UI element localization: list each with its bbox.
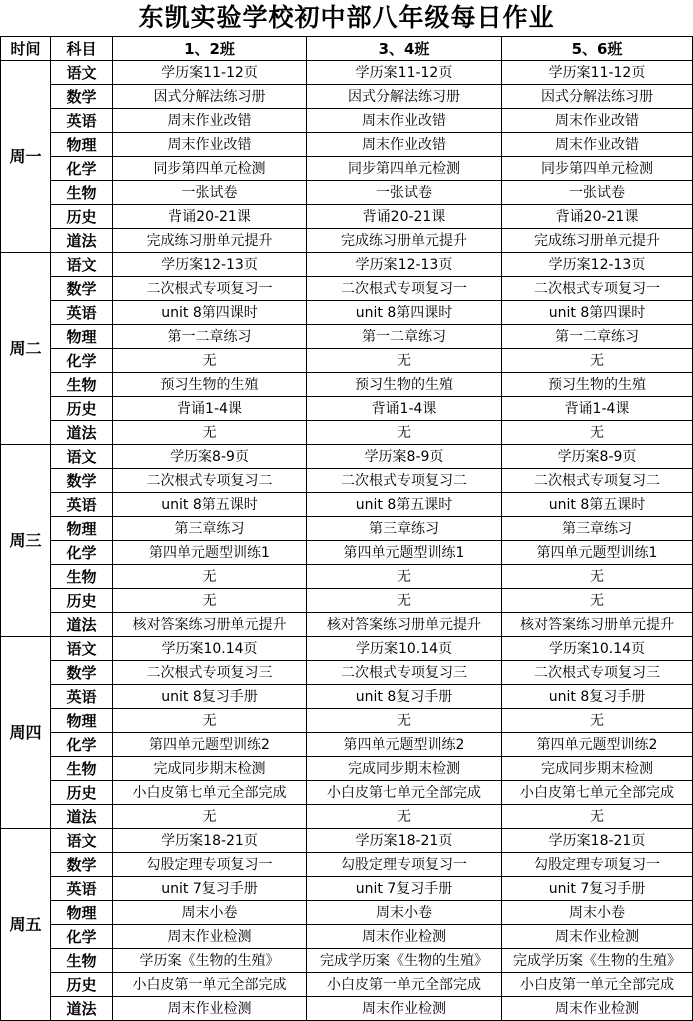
subject-cell: 道法 <box>51 229 113 253</box>
subject-cell: 历史 <box>51 973 113 997</box>
assignment-cell-3-4: 二次根式专项复习二 <box>307 469 502 493</box>
assignment-cell-5-6: 二次根式专项复习一 <box>502 277 693 301</box>
page-title: 东凯实验学校初中部八年级每日作业 <box>138 3 555 32</box>
assignment-cell-5-6: 学历案11-12页 <box>502 61 693 85</box>
subject-cell: 物理 <box>51 325 113 349</box>
assignment-cell-1-2: 无 <box>113 349 307 373</box>
homework-table <box>0 36 693 1021</box>
assignment-cell-1-2: 完成同步期末检测 <box>113 757 307 781</box>
assignment-cell-3-4: 周末作业检测 <box>307 997 502 1021</box>
assignment-cell-3-4: 无 <box>307 805 502 829</box>
assignment-cell-3-4: 周末作业检测 <box>307 925 502 949</box>
assignment-cell-1-2: 核对答案练习册单元提升 <box>113 613 307 637</box>
table-row <box>1 493 693 517</box>
subject-cell: 生物 <box>51 373 113 397</box>
assignment-cell-1-2: 第三章练习 <box>113 517 307 541</box>
assignment-cell-1-2: 无 <box>113 589 307 613</box>
subject-cell: 数学 <box>51 85 113 109</box>
subject-cell: 生物 <box>51 757 113 781</box>
assignment-cell-5-6: 无 <box>502 421 693 445</box>
assignment-cell-1-2: unit 8复习手册 <box>113 685 307 709</box>
table-row <box>1 157 693 181</box>
assignment-cell-1-2: 二次根式专项复习二 <box>113 469 307 493</box>
subject-cell: 物理 <box>51 901 113 925</box>
subject-cell: 物理 <box>51 517 113 541</box>
assignment-cell-1-2: 学历案10.14页 <box>113 637 307 661</box>
assignment-cell-3-4: 完成练习册单元提升 <box>307 229 502 253</box>
assignment-cell-5-6: 周末作业改错 <box>502 133 693 157</box>
assignment-cell-3-4: 学历案12-13页 <box>307 253 502 277</box>
table-row <box>1 205 693 229</box>
assignment-cell-3-4: 预习生物的生殖 <box>307 373 502 397</box>
subject-cell: 历史 <box>51 397 113 421</box>
assignment-cell-1-2: unit 7复习手册 <box>113 877 307 901</box>
subject-cell: 道法 <box>51 997 113 1021</box>
assignment-cell-5-6: 核对答案练习册单元提升 <box>502 613 693 637</box>
assignment-cell-5-6: 周末作业检测 <box>502 925 693 949</box>
assignment-cell-1-2: 第四单元题型训练2 <box>113 733 307 757</box>
header-class-5-6: 5、6班 <box>502 37 693 61</box>
assignment-cell-5-6: unit 8复习手册 <box>502 685 693 709</box>
assignment-cell-1-2: 背诵20-21课 <box>113 205 307 229</box>
assignment-cell-5-6: 无 <box>502 589 693 613</box>
assignment-cell-5-6: 无 <box>502 709 693 733</box>
table-row <box>1 349 693 373</box>
subject-cell: 生物 <box>51 565 113 589</box>
assignment-cell-3-4: 背诵1-4课 <box>307 397 502 421</box>
day-cell: 周四 <box>1 637 51 829</box>
assignment-cell-3-4: 学历案11-12页 <box>307 61 502 85</box>
subject-cell: 物理 <box>51 133 113 157</box>
subject-cell: 道法 <box>51 421 113 445</box>
assignment-cell-1-2: 小白皮第一单元全部完成 <box>113 973 307 997</box>
assignment-cell-1-2: 第四单元题型训练1 <box>113 541 307 565</box>
day-cell: 周一 <box>1 61 51 253</box>
assignment-cell-5-6: 学历案10.14页 <box>502 637 693 661</box>
assignment-cell-1-2: 完成练习册单元提升 <box>113 229 307 253</box>
day-cell: 周五 <box>1 829 51 1021</box>
subject-cell: 生物 <box>51 949 113 973</box>
assignment-cell-5-6: 周末作业检测 <box>502 997 693 1021</box>
assignment-cell-5-6: 完成同步期末检测 <box>502 757 693 781</box>
table-row <box>1 109 693 133</box>
assignment-cell-3-4: 学历案18-21页 <box>307 829 502 853</box>
assignment-cell-3-4: 无 <box>307 709 502 733</box>
table-row <box>1 301 693 325</box>
table-row <box>1 85 693 109</box>
assignment-cell-3-4: unit 8第五课时 <box>307 493 502 517</box>
assignment-cell-3-4: 同步第四单元检测 <box>307 157 502 181</box>
assignment-cell-5-6: unit 8第五课时 <box>502 493 693 517</box>
assignment-cell-1-2: 二次根式专项复习一 <box>113 277 307 301</box>
table-row <box>1 781 693 805</box>
assignment-cell-3-4: 学历案8-9页 <box>307 445 502 469</box>
table-row <box>1 541 693 565</box>
table-row <box>1 421 693 445</box>
table-row <box>1 661 693 685</box>
assignment-cell-1-2: 周末作业检测 <box>113 997 307 1021</box>
table-row <box>1 733 693 757</box>
assignment-cell-3-4: 二次根式专项复习三 <box>307 661 502 685</box>
assignment-cell-5-6: 学历案12-13页 <box>502 253 693 277</box>
assignment-cell-1-2: 同步第四单元检测 <box>113 157 307 181</box>
assignment-cell-5-6: 学历案18-21页 <box>502 829 693 853</box>
subject-cell: 数学 <box>51 469 113 493</box>
assignment-cell-5-6: 周末小卷 <box>502 901 693 925</box>
table-row <box>1 277 693 301</box>
assignment-cell-3-4: 因式分解法练习册 <box>307 85 502 109</box>
assignment-cell-5-6: 第四单元题型训练1 <box>502 541 693 565</box>
table-row <box>1 373 693 397</box>
assignment-cell-3-4: 周末作业改错 <box>307 109 502 133</box>
assignment-cell-1-2: 因式分解法练习册 <box>113 85 307 109</box>
assignment-cell-3-4: 无 <box>307 565 502 589</box>
assignment-cell-5-6: 无 <box>502 349 693 373</box>
table-row <box>1 253 693 277</box>
assignment-cell-3-4: 第一二章练习 <box>307 325 502 349</box>
table-row <box>1 901 693 925</box>
assignment-cell-3-4: unit 8复习手册 <box>307 685 502 709</box>
table-row <box>1 325 693 349</box>
assignment-cell-5-6: 周末作业改错 <box>502 109 693 133</box>
assignment-cell-1-2: 周末作业检测 <box>113 925 307 949</box>
table-row <box>1 181 693 205</box>
assignment-cell-1-2: 第一二章练习 <box>113 325 307 349</box>
table-row <box>1 637 693 661</box>
assignment-cell-3-4: 完成同步期末检测 <box>307 757 502 781</box>
subject-cell: 语文 <box>51 61 113 85</box>
assignment-cell-3-4: 学历案10.14页 <box>307 637 502 661</box>
day-cell: 周二 <box>1 253 51 445</box>
header-class-1-2: 1、2班 <box>113 37 307 61</box>
assignment-cell-5-6: 无 <box>502 565 693 589</box>
assignment-cell-1-2: 学历案11-12页 <box>113 61 307 85</box>
assignment-cell-3-4: 第三章练习 <box>307 517 502 541</box>
assignment-cell-3-4: 核对答案练习册单元提升 <box>307 613 502 637</box>
table-row <box>1 133 693 157</box>
assignment-cell-1-2: 勾股定理专项复习一 <box>113 853 307 877</box>
assignment-cell-3-4: unit 7复习手册 <box>307 877 502 901</box>
subject-cell: 道法 <box>51 613 113 637</box>
assignment-cell-5-6: 预习生物的生殖 <box>502 373 693 397</box>
assignment-cell-5-6: 一张试卷 <box>502 181 693 205</box>
table-row <box>1 517 693 541</box>
subject-cell: 物理 <box>51 709 113 733</box>
table-row <box>1 685 693 709</box>
table-row <box>1 61 693 85</box>
table-row <box>1 805 693 829</box>
assignment-cell-5-6: 第三章练习 <box>502 517 693 541</box>
assignment-cell-5-6: 因式分解法练习册 <box>502 85 693 109</box>
assignment-cell-1-2: 周末作业改错 <box>113 109 307 133</box>
assignment-cell-3-4: 无 <box>307 349 502 373</box>
table-row <box>1 997 693 1021</box>
subject-cell: 语文 <box>51 253 113 277</box>
assignment-cell-1-2: 周末小卷 <box>113 901 307 925</box>
assignment-cell-3-4: 完成学历案《生物的生殖》 <box>307 949 502 973</box>
subject-cell: 生物 <box>51 181 113 205</box>
table-row <box>1 925 693 949</box>
subject-cell: 英语 <box>51 109 113 133</box>
subject-cell: 道法 <box>51 805 113 829</box>
assignment-cell-5-6: 第四单元题型训练2 <box>502 733 693 757</box>
table-row <box>1 877 693 901</box>
assignment-cell-3-4: 一张试卷 <box>307 181 502 205</box>
assignment-cell-5-6: 勾股定理专项复习一 <box>502 853 693 877</box>
assignment-cell-5-6: 同步第四单元检测 <box>502 157 693 181</box>
table-row <box>1 973 693 997</box>
table-row <box>1 589 693 613</box>
assignment-cell-3-4: 背诵20-21课 <box>307 205 502 229</box>
assignment-cell-1-2: 二次根式专项复习三 <box>113 661 307 685</box>
subject-cell: 数学 <box>51 661 113 685</box>
day-cell: 周三 <box>1 445 51 637</box>
assignment-cell-1-2: unit 8第五课时 <box>113 493 307 517</box>
header-subject: 科目 <box>51 37 113 61</box>
assignment-cell-5-6: 背诵1-4课 <box>502 397 693 421</box>
assignment-cell-3-4: 第四单元题型训练1 <box>307 541 502 565</box>
assignment-cell-5-6: 背诵20-21课 <box>502 205 693 229</box>
assignment-cell-1-2: 学历案12-13页 <box>113 253 307 277</box>
assignment-cell-1-2: 背诵1-4课 <box>113 397 307 421</box>
assignment-cell-3-4: 小白皮第一单元全部完成 <box>307 973 502 997</box>
header-row <box>1 37 693 61</box>
subject-cell: 语文 <box>51 637 113 661</box>
assignment-cell-5-6: 完成学历案《生物的生殖》 <box>502 949 693 973</box>
assignment-cell-5-6: unit 7复习手册 <box>502 877 693 901</box>
assignment-cell-1-2: unit 8第四课时 <box>113 301 307 325</box>
assignment-cell-1-2: 无 <box>113 805 307 829</box>
subject-cell: 语文 <box>51 445 113 469</box>
assignment-cell-1-2: 无 <box>113 709 307 733</box>
assignment-cell-3-4: unit 8第四课时 <box>307 301 502 325</box>
assignment-cell-3-4: 二次根式专项复习一 <box>307 277 502 301</box>
assignment-cell-3-4: 无 <box>307 589 502 613</box>
assignment-cell-1-2: 一张试卷 <box>113 181 307 205</box>
assignment-cell-3-4: 无 <box>307 421 502 445</box>
assignment-cell-5-6: 二次根式专项复习三 <box>502 661 693 685</box>
subject-cell: 英语 <box>51 877 113 901</box>
table-row <box>1 949 693 973</box>
assignment-cell-3-4: 周末小卷 <box>307 901 502 925</box>
assignment-cell-1-2: 无 <box>113 565 307 589</box>
subject-cell: 化学 <box>51 925 113 949</box>
table-row <box>1 613 693 637</box>
assignment-cell-5-6: 学历案8-9页 <box>502 445 693 469</box>
assignment-cell-1-2: 学历案《生物的生殖》 <box>113 949 307 973</box>
assignment-cell-3-4: 勾股定理专项复习一 <box>307 853 502 877</box>
assignment-cell-1-2: 学历案18-21页 <box>113 829 307 853</box>
assignment-cell-5-6: 第一二章练习 <box>502 325 693 349</box>
subject-cell: 化学 <box>51 157 113 181</box>
table-row <box>1 757 693 781</box>
table-row <box>1 229 693 253</box>
table-row <box>1 709 693 733</box>
assignment-cell-5-6: 无 <box>502 805 693 829</box>
assignment-cell-3-4: 周末作业改错 <box>307 133 502 157</box>
subject-cell: 历史 <box>51 781 113 805</box>
assignment-cell-5-6: 小白皮第一单元全部完成 <box>502 973 693 997</box>
subject-cell: 化学 <box>51 349 113 373</box>
subject-cell: 数学 <box>51 853 113 877</box>
subject-cell: 语文 <box>51 829 113 853</box>
table-row <box>1 829 693 853</box>
assignment-cell-1-2: 周末作业改错 <box>113 133 307 157</box>
table-row <box>1 445 693 469</box>
table-row <box>1 853 693 877</box>
subject-cell: 英语 <box>51 685 113 709</box>
assignment-cell-3-4: 第四单元题型训练2 <box>307 733 502 757</box>
assignment-cell-5-6: 二次根式专项复习二 <box>502 469 693 493</box>
header-time: 时间 <box>1 37 51 61</box>
assignment-cell-5-6: 小白皮第七单元全部完成 <box>502 781 693 805</box>
subject-cell: 历史 <box>51 205 113 229</box>
table-row <box>1 397 693 421</box>
assignment-cell-1-2: 预习生物的生殖 <box>113 373 307 397</box>
subject-cell: 历史 <box>51 589 113 613</box>
subject-cell: 化学 <box>51 541 113 565</box>
assignment-cell-1-2: 学历案8-9页 <box>113 445 307 469</box>
assignment-cell-5-6: unit 8第四课时 <box>502 301 693 325</box>
assignment-cell-1-2: 小白皮第七单元全部完成 <box>113 781 307 805</box>
table-row <box>1 469 693 493</box>
subject-cell: 英语 <box>51 301 113 325</box>
table-row <box>1 565 693 589</box>
header-class-3-4: 3、4班 <box>307 37 502 61</box>
assignment-cell-1-2: 无 <box>113 421 307 445</box>
subject-cell: 化学 <box>51 733 113 757</box>
subject-cell: 数学 <box>51 277 113 301</box>
assignment-cell-3-4: 小白皮第七单元全部完成 <box>307 781 502 805</box>
assignment-cell-5-6: 完成练习册单元提升 <box>502 229 693 253</box>
subject-cell: 英语 <box>51 493 113 517</box>
